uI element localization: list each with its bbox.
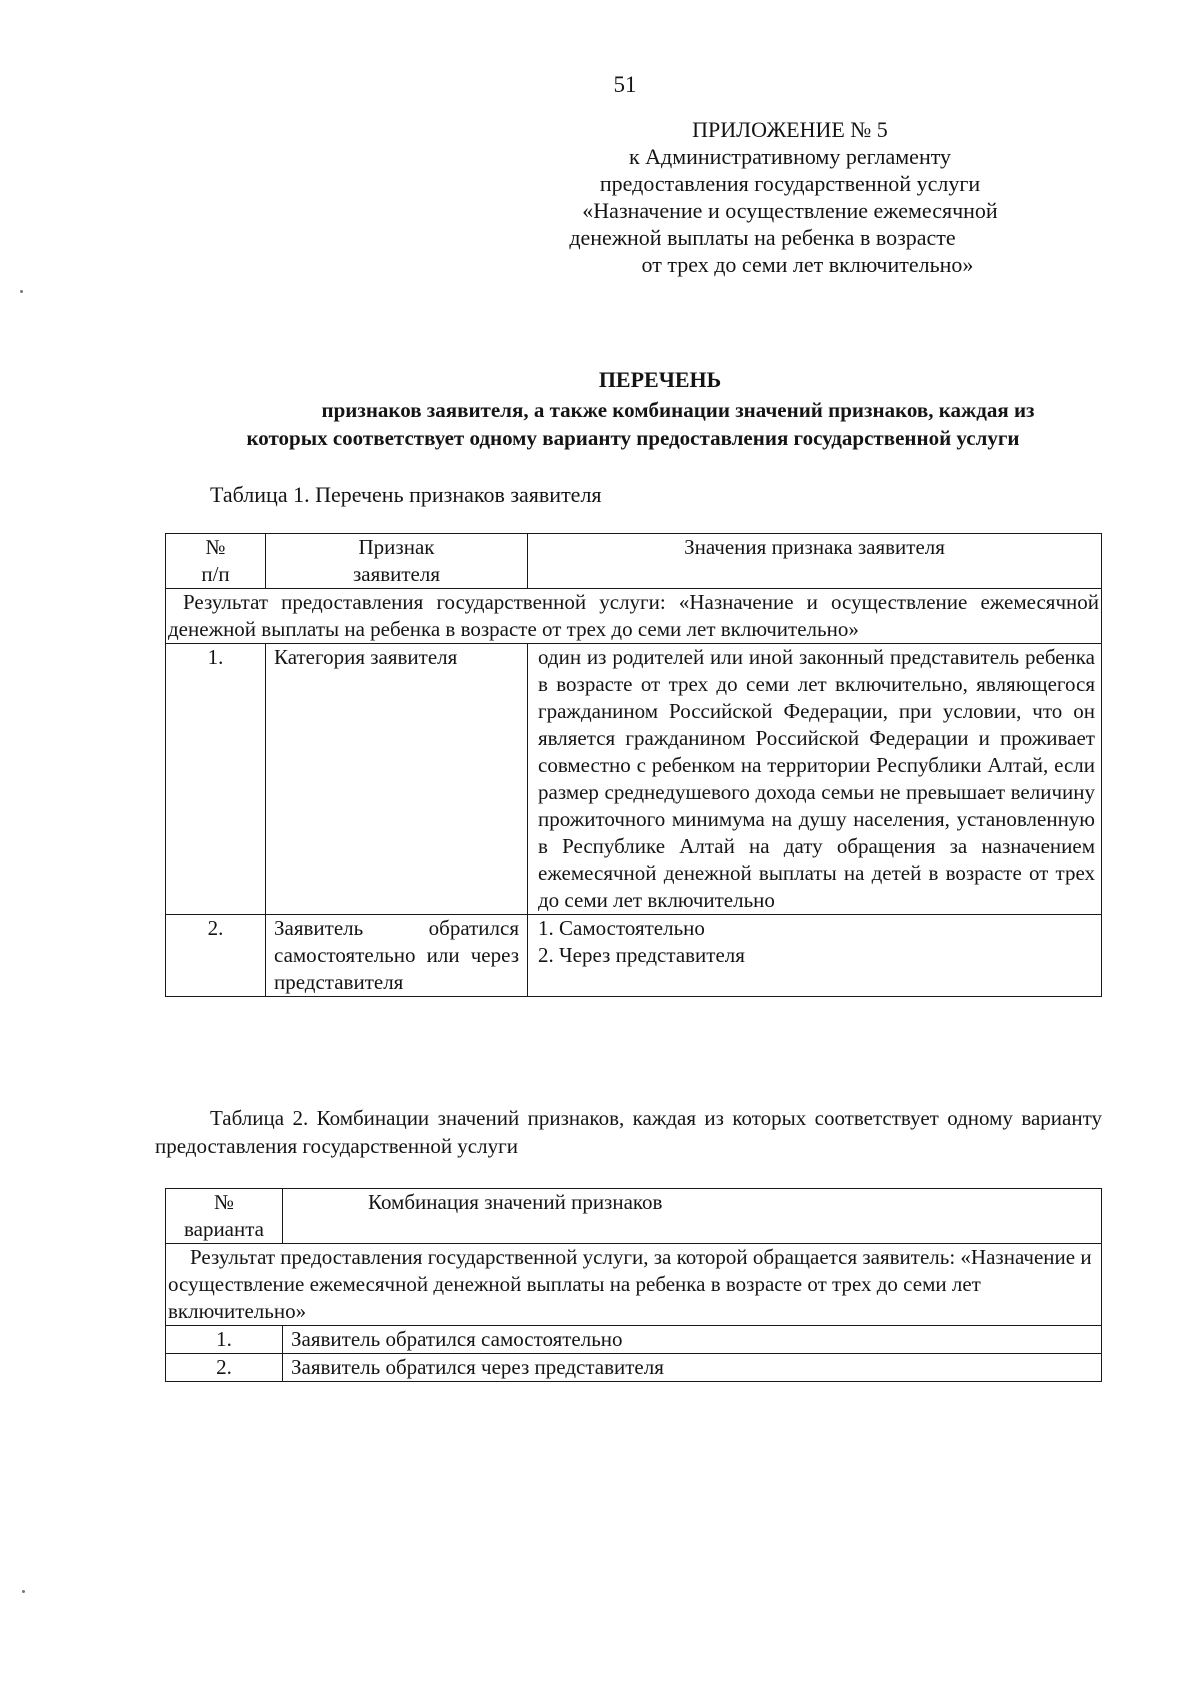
result-cell: Результат предоставления государственной услуги: «Назначение и осуществление ежемесячной денежной выплаты на ребенка в возрасте от трех до семи лет включительно»: [166, 589, 1102, 644]
table1-caption: Таблица 1. Перечень признаков заявителя: [210, 482, 602, 507]
table-row: [166, 1326, 1102, 1354]
scan-speck: [22, 1590, 25, 1593]
subtitle-line: признаков заявителя, а также комбинации значений признаков, каждая из: [321, 398, 1035, 422]
header-num: № варианта: [166, 1189, 283, 1244]
appendix-title: ПРИЛОЖЕНИЕ № 5: [692, 117, 888, 142]
result-row: [166, 589, 1102, 644]
row-combination: Заявитель обратился самостоятельно: [283, 1326, 1102, 1354]
row-feature: Заявитель обратился самостоятельно или через представителя: [266, 915, 528, 997]
scan-speck: [20, 290, 23, 293]
row-value: 1. Самостоятельно 2. Через представителя: [528, 915, 1102, 997]
document-subtitle: [168, 396, 1098, 452]
header-num: № п/п: [166, 534, 266, 589]
row-num: 1.: [166, 644, 266, 915]
result-row: [166, 1244, 1102, 1326]
row-combination: Заявитель обратился через представителя: [283, 1354, 1102, 1382]
appendix-line: к Административному регламенту: [628, 144, 952, 169]
page-number: 51: [613, 72, 637, 97]
table-combinations: [165, 1188, 1102, 1382]
row-num: 1.: [166, 1326, 283, 1354]
appendix-line: денежной выплаты на ребенка в возрасте: [569, 225, 956, 250]
table-row: [166, 644, 1102, 915]
row-feature: Категория заявителя: [266, 644, 528, 915]
table-header-row: [166, 1189, 1102, 1244]
table-row: [166, 1354, 1102, 1382]
row-num: 2.: [166, 1354, 283, 1382]
appendix-line: «Назначение и осуществление ежемесячной: [582, 198, 998, 223]
table-features: [165, 533, 1102, 997]
appendix-line: предоставления государственной услуги: [599, 171, 981, 196]
appendix-line: от трех до семи лет включительно»: [641, 252, 974, 277]
row-value: один из родителей или иной законный представитель ребенка в возрасте от трех до семи лет включительно, являющегося гражданином Российской Федерации, при условии, что он является гражданином Российской Федерации и проживает совместно с ребенком на территории Республики Алтай, если размер среднедушевого дохода семьи не превышает величину прожиточного минимума на душу населения, установленную в Республике Алтай на дату обращения за назначением ежемесячной денежной выплаты на детей в возрасте от трех до семи лет включительно: [528, 644, 1102, 915]
subtitle-line: которых соответствует одному варианту предоставления государственной услуги: [246, 426, 1020, 450]
document-title: ПЕРЕЧЕНЬ: [598, 367, 722, 392]
row-num: 2.: [166, 915, 266, 997]
header-combination: Комбинация значений признаков: [283, 1189, 1102, 1244]
table-row: [166, 915, 1102, 997]
table2-caption: Таблица 2. Комбинации значений признаков, каждая из которых соответствует одному варианту предоставления государственной услуги: [155, 1106, 1102, 1158]
header-values: Значения признака заявителя: [528, 534, 1102, 589]
header-feature: Признак заявителя: [266, 534, 528, 589]
table-header-row: [166, 534, 1102, 589]
appendix-block: [530, 116, 1050, 278]
result-cell: Результат предоставления государственной услуги, за которой обращается заявитель: «Назначение и осуществление ежемесячной денежной выплаты на ребенка в возрасте от трех до семи лет включительно»: [166, 1244, 1102, 1326]
